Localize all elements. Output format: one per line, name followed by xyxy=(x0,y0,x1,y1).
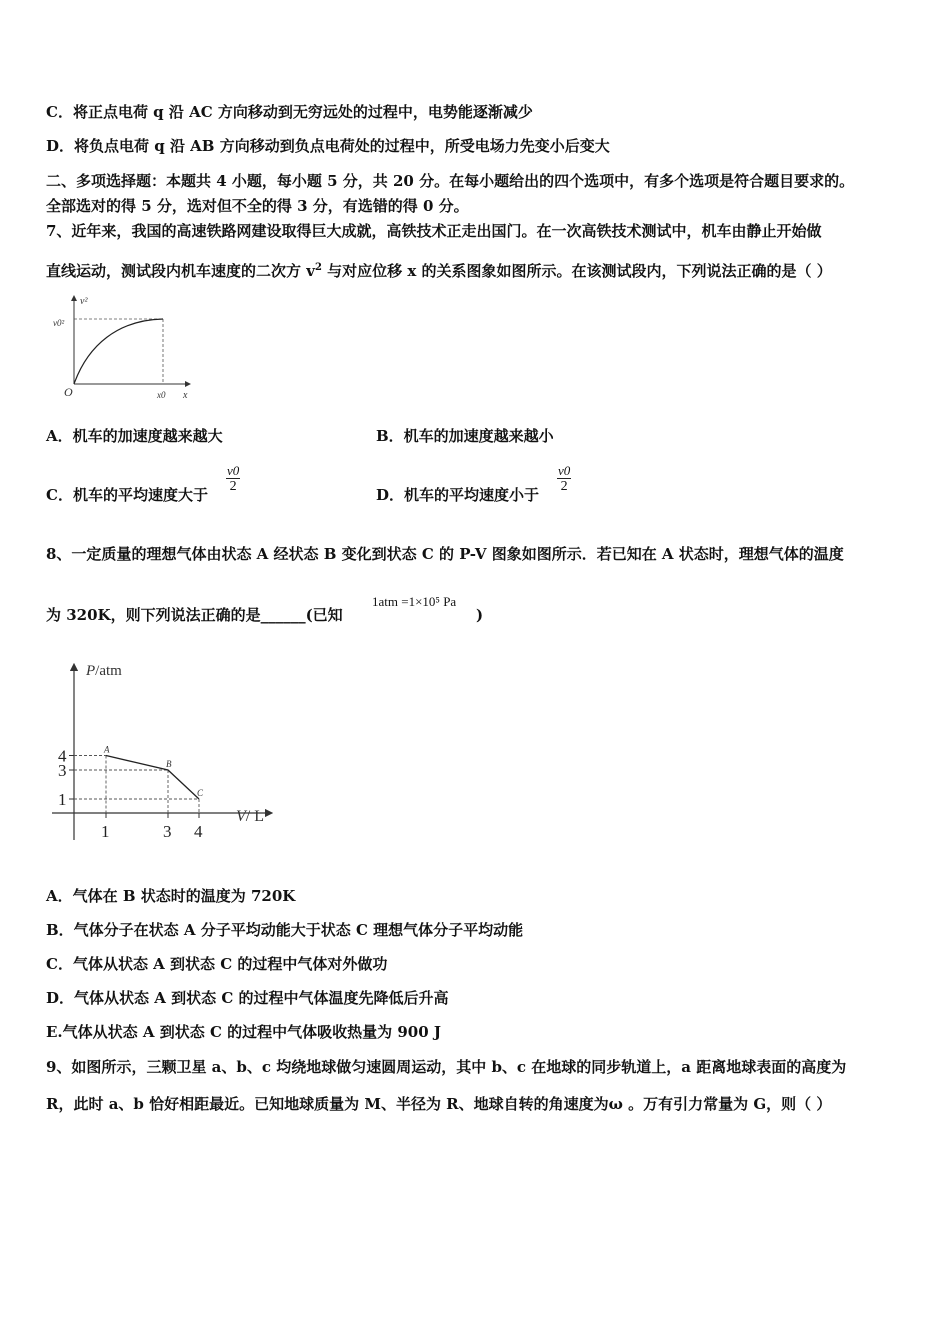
x-axis-label: x xyxy=(183,390,188,401)
p-tick-label-3: 3 xyxy=(58,761,67,780)
q8-option-e: E.气体从状态 A 到状态 C 的过程中气体吸收热量为 900 J xyxy=(46,1023,441,1041)
v2-curve xyxy=(74,319,163,384)
fraction-denominator: 2 xyxy=(229,479,237,494)
q8-stem-line2-part1: 为 320K，则下列说法正确的是______(已知 xyxy=(46,606,343,624)
q8-stem-line2-part2: ) xyxy=(476,606,484,624)
p-axis-label: P/atm xyxy=(86,663,122,679)
p-tick-label-1: 1 xyxy=(58,790,67,809)
process-line xyxy=(106,756,199,800)
origin-label: O xyxy=(64,385,73,399)
q7-option-c: C．机车的平均速度大于 xyxy=(46,486,208,504)
state-label-B: B xyxy=(166,759,172,769)
y-tick-label: v0² xyxy=(53,318,65,328)
option-c-q6: C．将正点电荷 q 沿 AC 方向移动到无穷远处的过程中，电势能逐渐减少 xyxy=(46,103,533,121)
q8-stem-line1: 8、一定质量的理想气体由状态 A 经状态 B 变化到状态 C 的 P-V 图象如图所示．若已知在 A 状态时，理想气体的温度 xyxy=(46,545,844,563)
v-tick-label-4: 4 xyxy=(194,822,203,841)
fraction-numerator: v0 xyxy=(558,463,571,478)
fraction-denominator: 2 xyxy=(560,479,568,494)
state-label-A: A xyxy=(104,744,110,755)
q7-stem-part1: 直线运动，测试段内机车速度的二次方 v xyxy=(46,262,315,280)
state-label-C: C xyxy=(197,788,204,798)
p-tick-label-4: 4 xyxy=(58,746,67,766)
x-tick-label: x0 xyxy=(157,390,166,400)
v-axis-label: V/ L xyxy=(236,808,264,825)
q9-stem-line1: 9、如图所示，三颗卫星 a、b、c 均绕地球做匀速圆周运动，其中 b、c 在地球的同步轨道上，a 距离地球表面的高度为 xyxy=(46,1058,847,1076)
pv-graph xyxy=(44,655,284,850)
q7-option-b: B．机车的加速度越来越小 xyxy=(376,427,554,445)
q8-option-c: C．气体从状态 A 到状态 C 的过程中气体对外做功 xyxy=(46,955,388,973)
v2-x-graph xyxy=(48,290,208,405)
q8-option-d: D．气体从状态 A 到状态 C 的过程中气体温度先降低后升高 xyxy=(46,989,449,1007)
q8-option-b: B．气体分子在状态 A 分子平均动能大于状态 C 理想气体分子平均动能 xyxy=(46,921,524,939)
q7-c-fraction xyxy=(226,464,240,495)
q7-superscript: 2 xyxy=(314,262,322,273)
q7-stem-line1: 7、近年来，我国的高速铁路网建设取得巨大成就，高铁技术正走出国门。在一次高铁技术测试中，机车由静止开始做 xyxy=(46,222,822,240)
q7-option-a: A．机车的加速度越来越大 xyxy=(46,427,223,445)
v-tick-label-3: 3 xyxy=(163,822,172,841)
q7-d-fraction xyxy=(557,464,571,495)
unit-conversion-note: 1atm =1×10⁵ Pa xyxy=(372,594,457,609)
q9-stem-line2: R，此时 a、b 恰好相距最近。已知地球质量为 M、半径为 R、地球自转的角速度为ω 。万有引力常量为 G，则（ ） xyxy=(46,1095,832,1113)
section-header-line1: 二、多项选择题：本题共 4 小题，每小题 5 分，共 20 分。在每小题给出的四个选项中，有多个选项是符合题目要求的。 xyxy=(46,172,855,190)
q7-stem-part2: 与对应位移 x 的关系图象如图所示。在该测试段内，下列说法正确的是（ ） xyxy=(321,262,832,280)
option-d-q6: D．将负点电荷 q 沿 AB 方向移动到负点电荷处的过程中，所受电场力先变小后变大 xyxy=(46,137,610,155)
q7-stem-line2 xyxy=(46,258,832,281)
q8-option-a: A．气体在 B 状态时的温度为 720K xyxy=(46,887,296,905)
section-header-line2: 全部选对的得 5 分，选对但不全的得 3 分，有选错的得 0 分。 xyxy=(46,197,469,215)
q7-option-d: D．机车的平均速度小于 xyxy=(376,486,540,504)
y-axis-label: v² xyxy=(80,296,88,307)
fraction-numerator: v0 xyxy=(227,463,240,478)
v-tick-label-1: 1 xyxy=(101,822,110,841)
